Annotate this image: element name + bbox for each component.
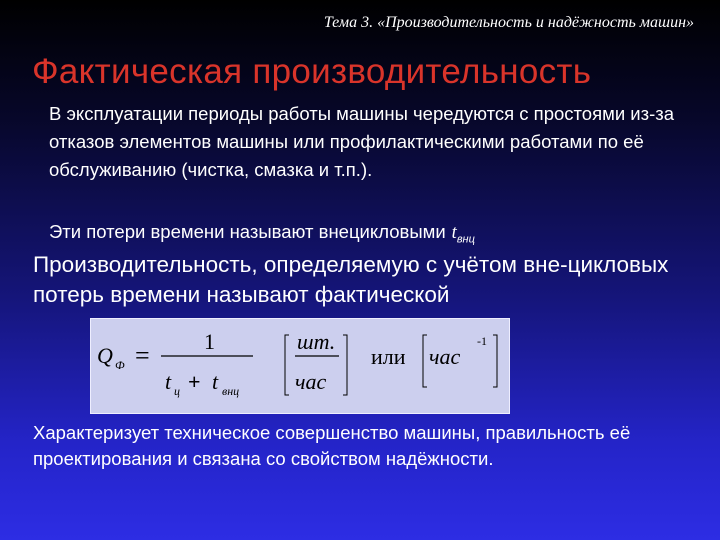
- or-word: или: [371, 344, 406, 369]
- q-symbol: Q: [97, 343, 113, 368]
- left-bracket: [285, 335, 289, 395]
- paragraph-characterizes: Характеризует техническое совершенство машины, правильность её проектирования и связана со свойством надёжности.: [33, 422, 631, 469]
- right-square-bracket: [493, 335, 497, 387]
- paragraph-losses: [49, 220, 475, 252]
- losses-text: Эти потери времени называют внецикловыми: [49, 221, 446, 242]
- t-cycle-subscript: ц: [174, 384, 180, 398]
- unit-numerator: шт.: [297, 329, 336, 354]
- unit2-exponent: -1: [477, 334, 487, 348]
- numerator: 1: [204, 329, 215, 354]
- right-bracket: [343, 335, 347, 395]
- t-cycle: t: [165, 369, 172, 394]
- slide-title: Фактическая производительность: [32, 52, 592, 91]
- paragraph-definition: Производительность, определяемую с учётом вне-цикловых потерь времени называют фактической: [33, 252, 669, 307]
- unit-denominator: час: [295, 369, 327, 394]
- unit2: час: [429, 344, 461, 369]
- paragraph-downtime: В эксплуатации периоды работы машины чередуются с простоями из-за отказов элементов машины или профилактическими работами по её обслуживанию (чистка, смазка и т.п.).: [49, 103, 675, 180]
- t-extra: t: [212, 369, 219, 394]
- plus-sign: +: [188, 369, 201, 394]
- t-variable: t: [451, 223, 457, 243]
- left-square-bracket: [423, 335, 427, 387]
- formula-box: [90, 318, 510, 414]
- q-subscript: Ф: [115, 358, 125, 372]
- topic-header: Тема 3. «Производительность и надёжность машин»: [323, 14, 694, 31]
- t-extra-subscript: внц: [222, 384, 240, 398]
- formula-svg: [91, 319, 509, 413]
- equals-sign: =: [135, 341, 150, 370]
- t-subscript: внц: [456, 233, 475, 246]
